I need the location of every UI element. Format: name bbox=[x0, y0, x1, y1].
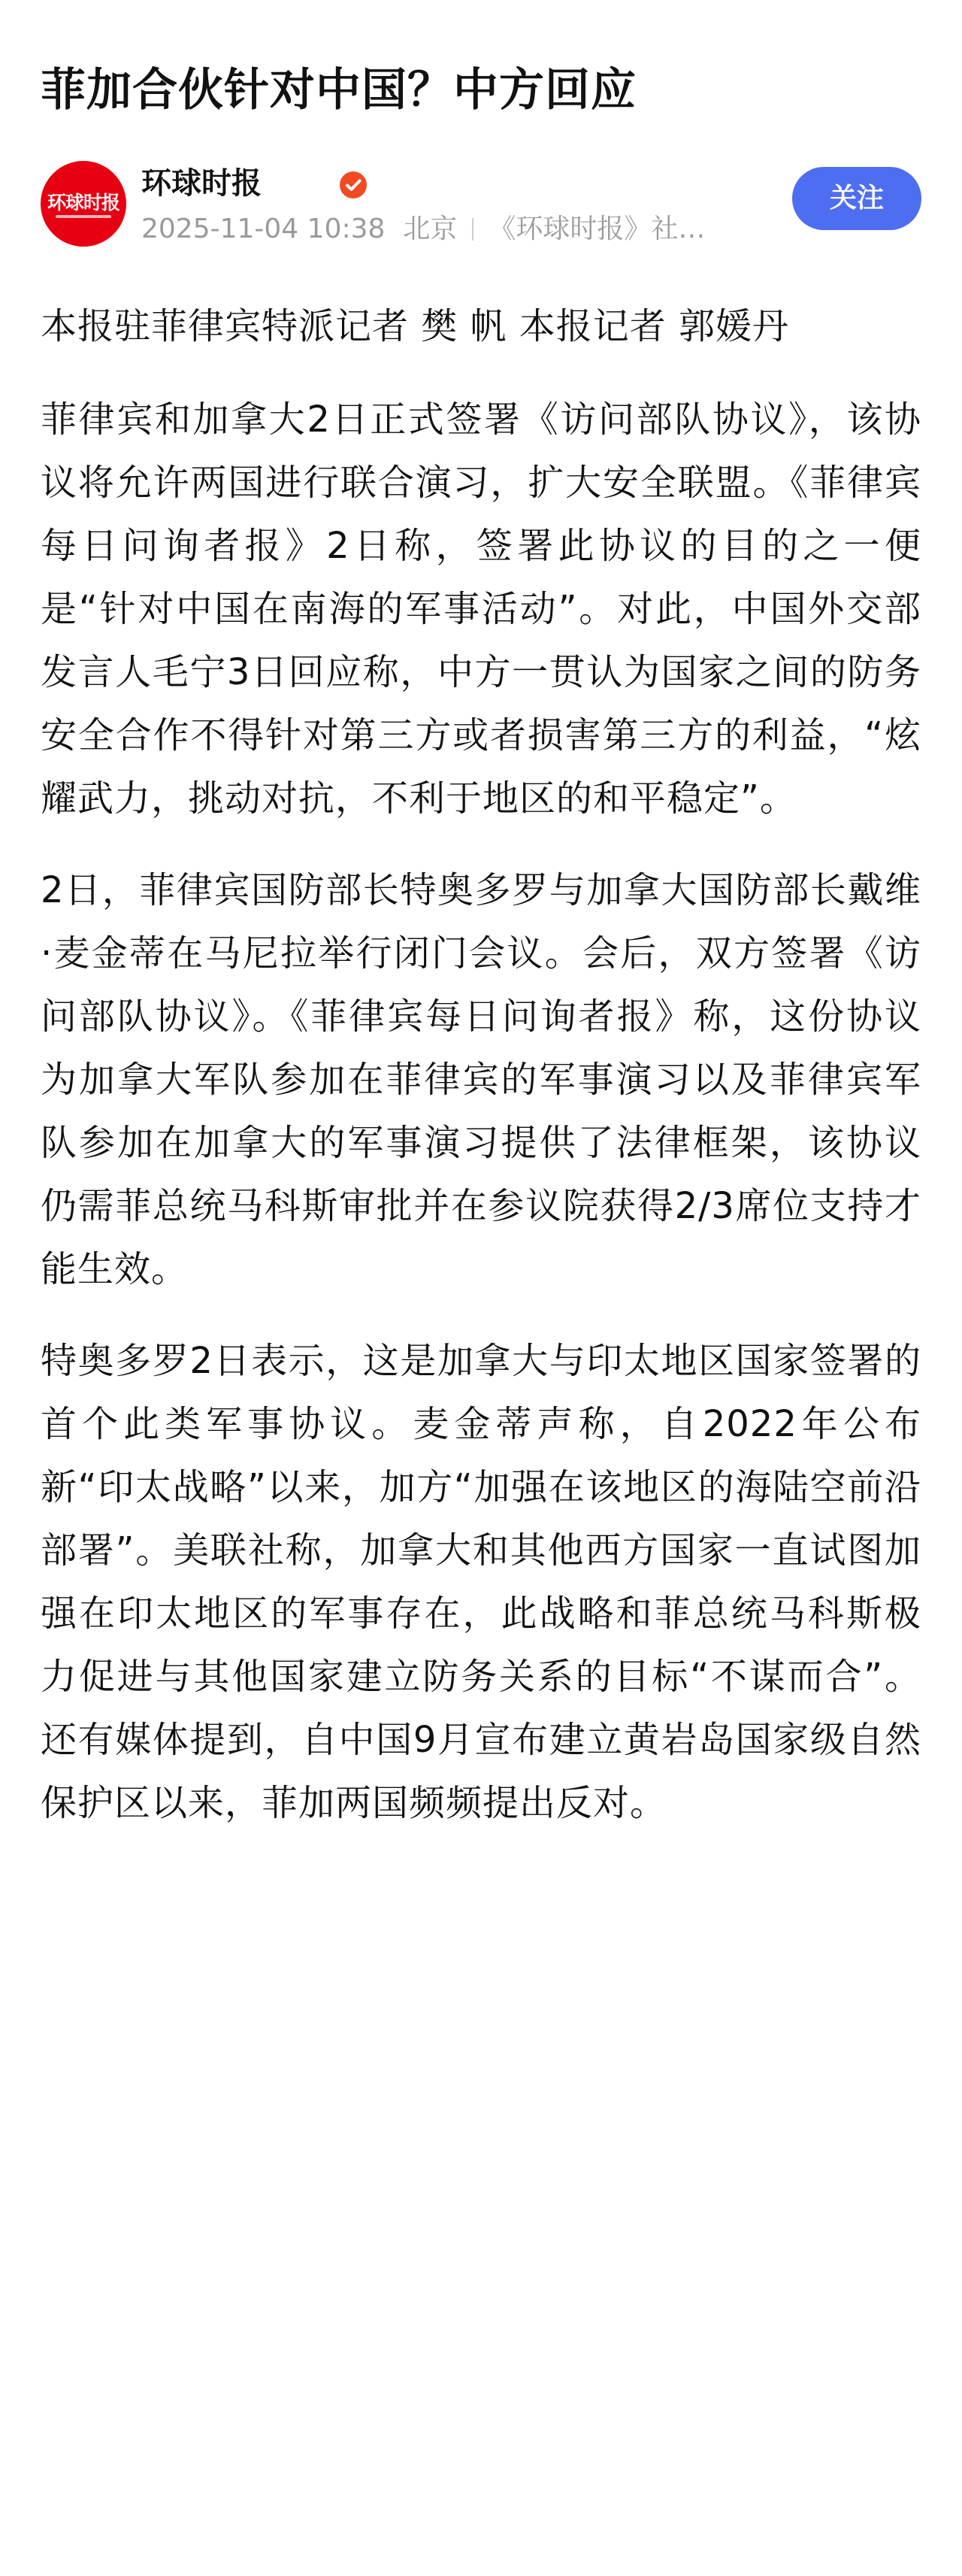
avatar[interactable] bbox=[41, 161, 126, 247]
article-meta bbox=[141, 212, 705, 247]
page-title: 菲加合伙针对中国？中方回应 bbox=[41, 64, 637, 117]
article-paragraph: 菲律宾和加拿大2日正式签署《访问部队协议》，该协议将允许两国进行联合演习，扩大安全联盟。《菲律宾每日问询者报》2日称，签署此协议的目的之一便是“针对中国在南海的军事活动”。对此，中国外交部发言人毛宁3日回应称，中方一贯认为国家之间的防务安全合作不得针对第三方或者损害第三方的利益，“炫耀武力，挑动对抗，不利于地区的和平稳定”。 bbox=[41, 399, 921, 820]
author-row bbox=[41, 161, 921, 251]
article-source[interactable]: 《环球时报》社… bbox=[489, 214, 706, 244]
article-paragraph: 特奥多罗2日表示，这是加拿大与印太地区国家签署的首个此类军事协议。麦金蒂声称，自2022年公布新“印太战略”以来，加方“加强在该地区的海陆空前沿部署”。美联社称，加拿大和其他西方国家一直试图加强在印太地区的军事存在，此战略和菲总统马科斯极力促进与其他国家建立防务关系的目标“不谋而合”。还有媒体提到，自中国9月宣布建立黄岩岛国家级自然保护区以来，菲加两国频频提出反对。 bbox=[41, 1340, 921, 1824]
article-byline: 本报驻菲律宾特派记者 樊 帆 本报记者 郭媛丹 bbox=[41, 305, 790, 347]
avatar-logo-underline bbox=[56, 215, 111, 218]
follow-button[interactable]: 关注 bbox=[792, 167, 921, 230]
meta-divider bbox=[472, 218, 473, 241]
avatar-logo-text: 环球时报 bbox=[47, 192, 119, 214]
publish-location: 北京 bbox=[403, 214, 458, 244]
verified-badge-icon bbox=[340, 171, 367, 199]
publish-timestamp: 2025-11-04 10:38 bbox=[141, 214, 386, 244]
author-name[interactable]: 环球时报 bbox=[141, 166, 262, 201]
article-paragraph: 2日，菲律宾国防部长特奥多罗与加拿大国防部长戴维·麦金蒂在马尼拉举行闭门会议。会后，双方签署《访问部队协议》。《菲律宾每日问询者报》称，这份协议为加拿大军队参加在菲律宾的军事演习以及菲律宾军队参加在加拿大的军事演习提供了法律框架，该协议仍需菲总统马科斯审批并在参议院获得2/3席位支持才能生效。 bbox=[41, 869, 921, 1290]
